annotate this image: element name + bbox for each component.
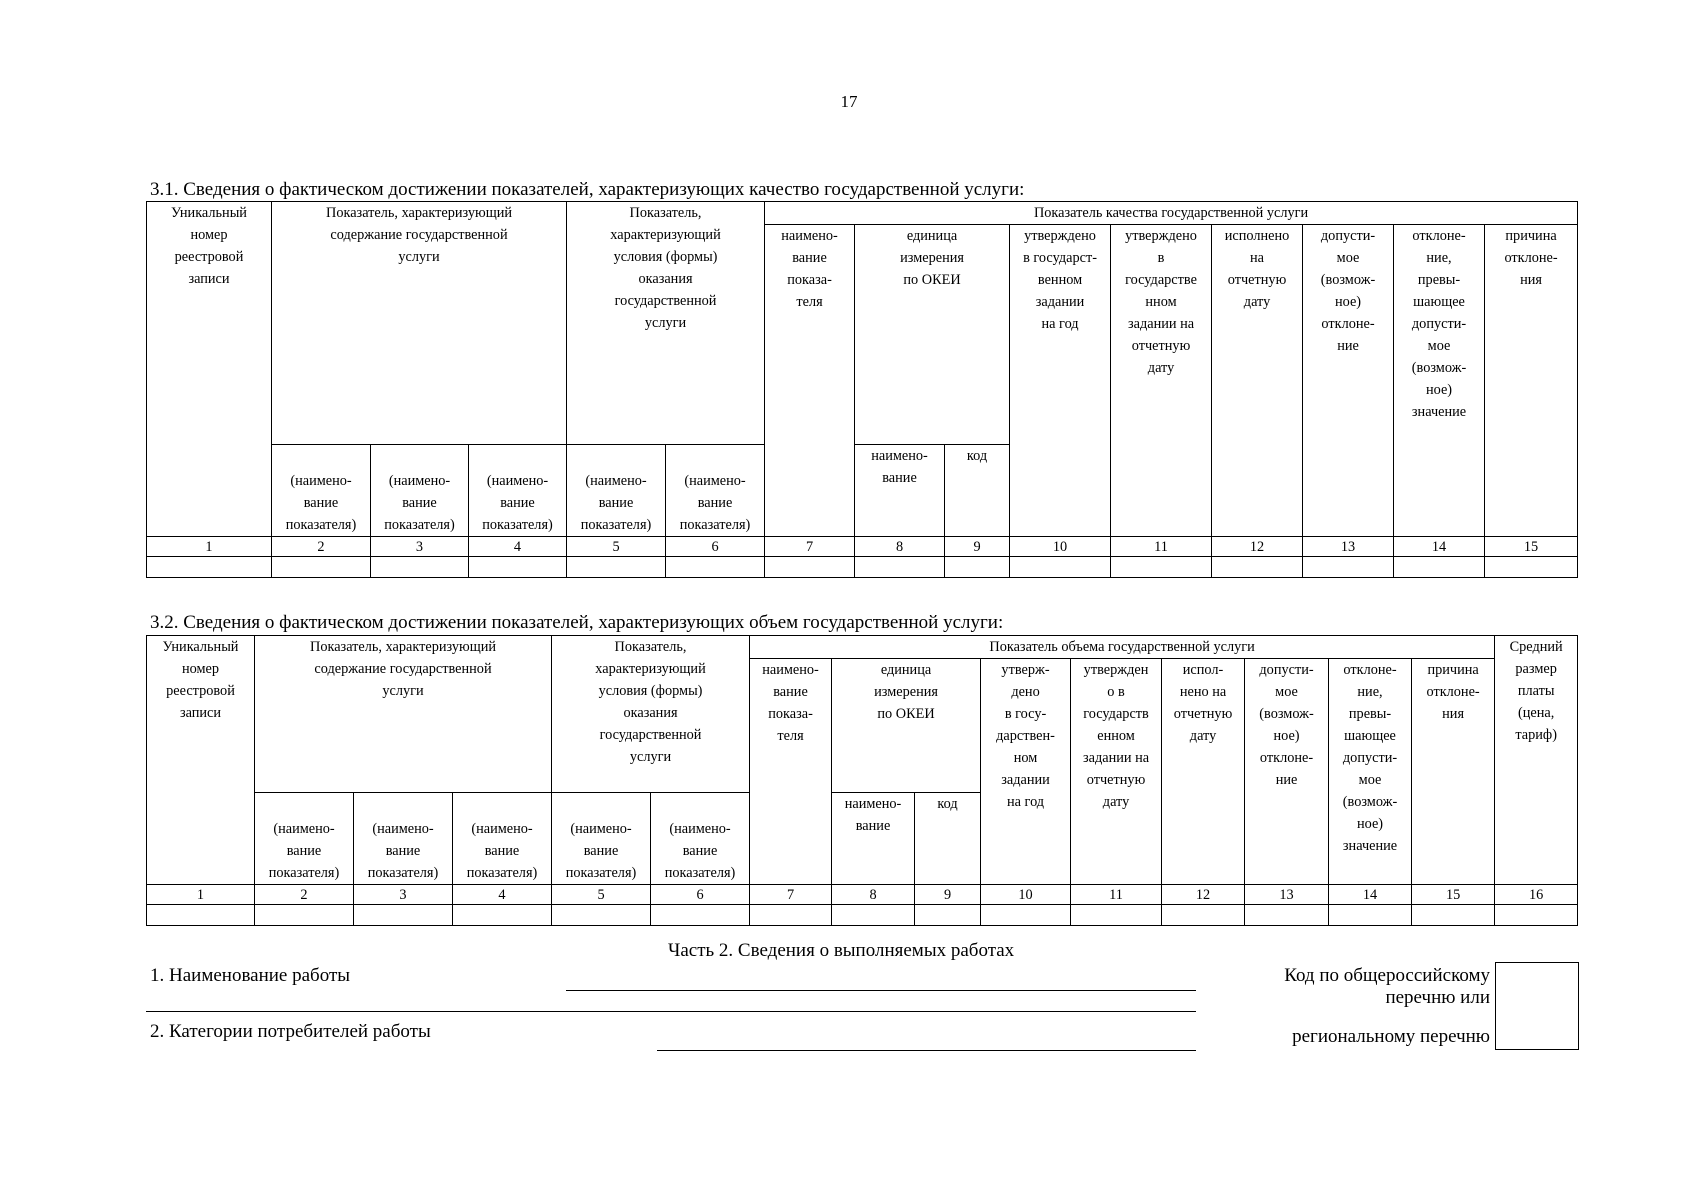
column-number: 12 [1212, 537, 1303, 557]
consumers-label: 2. Категории потребителей работы [150, 1021, 431, 1042]
header-approved-report-date: утвержден о в государств енном задании на отчетную дату [1071, 659, 1162, 885]
column-number: 12 [1162, 885, 1245, 905]
header-allowed-deviation: допусти- мое (возмож- ное) отклоне- ние [1303, 225, 1394, 537]
empty-data-row [147, 557, 1578, 578]
table-cell [1412, 905, 1495, 926]
column-number: 9 [945, 537, 1010, 557]
header-unit-code: код [945, 445, 1010, 537]
table-cell [147, 905, 255, 926]
header-approved-year: утверж- дено в госу- дарствен- ном задании на год [981, 659, 1071, 885]
column-number: 13 [1245, 885, 1329, 905]
column-number: 7 [765, 537, 855, 557]
header-volume-indicator-group: Показатель объема государственной услуги [750, 636, 1495, 659]
table-cell [945, 557, 1010, 578]
table-cell [765, 557, 855, 578]
column-number: 4 [453, 885, 552, 905]
empty-data-row [147, 905, 1578, 926]
work-name-line [566, 990, 1196, 991]
table-cell [1329, 905, 1412, 926]
table-cell [1495, 905, 1578, 926]
header-deviation-reason: причина отклоне- ния [1485, 225, 1578, 537]
subheader-indicator-name: (наимено- вание показателя) [371, 445, 469, 537]
column-number: 3 [371, 537, 469, 557]
column-number: 10 [981, 885, 1071, 905]
header-unique-number: Уникальный номер реестровой записи [147, 202, 272, 537]
table-cell [981, 905, 1071, 926]
subheader-indicator-name: (наимено- вание показателя) [469, 445, 567, 537]
part-2-title: Часть 2. Сведения о выполняемых работах [668, 940, 1015, 961]
column-number: 13 [1303, 537, 1394, 557]
column-number: 11 [1111, 537, 1212, 557]
column-number: 1 [147, 885, 255, 905]
table-cell [832, 905, 915, 926]
consumers-line [657, 1050, 1196, 1051]
table-cell [1212, 557, 1303, 578]
column-number: 2 [255, 885, 354, 905]
header-approved-year: утверждено в государст- венном задании на год [1010, 225, 1111, 537]
table-cell [272, 557, 371, 578]
header-conditions-indicator: Показатель, характеризующий условия (формы) оказания государственной услуги [552, 636, 750, 793]
table-cell [147, 557, 272, 578]
section-3-1-title: 3.1. Сведения о фактическом достижении показателей, характеризующих качество государственной услуги: [150, 179, 1025, 200]
header-unit-okei: единица измерения по ОКЕИ [832, 659, 981, 793]
column-number: 4 [469, 537, 567, 557]
code-label-line-1: Код по общероссийскому [1284, 965, 1490, 986]
header-unit-name: наимено- вание [855, 445, 945, 537]
table-cell [1071, 905, 1162, 926]
table-cell [750, 905, 832, 926]
subheader-indicator-name: (наимено- вание показателя) [567, 445, 666, 537]
column-number: 15 [1412, 885, 1495, 905]
section-3-2-title: 3.2. Сведения о фактическом достижении показателей, характеризующих объем государственной услуги: [150, 612, 1004, 633]
column-number: 14 [1394, 537, 1485, 557]
header-content-indicator: Показатель, характеризующий содержание государственной услуги [272, 202, 567, 445]
table-cell [1010, 557, 1111, 578]
column-numbers-row [147, 885, 1578, 905]
column-number: 11 [1071, 885, 1162, 905]
subheader-indicator-name: (наимено- вание показателя) [453, 793, 552, 885]
table-cell [1394, 557, 1485, 578]
column-number: 10 [1010, 537, 1111, 557]
header-unit-name: наимено- вание [832, 793, 915, 885]
table-cell [1111, 557, 1212, 578]
subheader-indicator-name: (наимено- вание показателя) [552, 793, 651, 885]
work-name-line-2 [146, 1011, 1196, 1012]
header-content-indicator: Показатель, характеризующий содержание государственной услуги [255, 636, 552, 793]
subheader-indicator-name: (наимено- вание показателя) [272, 445, 371, 537]
header-conditions-indicator: Показатель, характеризующий условия (формы) оказания государственной услуги [567, 202, 765, 445]
code-label-line-3: региональному перечню [1292, 1026, 1490, 1047]
column-number: 6 [651, 885, 750, 905]
column-number: 5 [552, 885, 651, 905]
table-cell [1245, 905, 1329, 926]
column-number: 15 [1485, 537, 1578, 557]
header-average-fee: Средний размер платы (цена, тариф) [1495, 636, 1578, 885]
column-number: 8 [855, 537, 945, 557]
header-exceeding-deviation: отклоне- ние, превы- шающее допусти- мое (возмож- ное) значение [1329, 659, 1412, 885]
column-number: 14 [1329, 885, 1412, 905]
column-number: 9 [915, 885, 981, 905]
subheader-indicator-name: (наимено- вание показателя) [354, 793, 453, 885]
subheader-indicator-name: (наимено- вание показателя) [651, 793, 750, 885]
table-cell [354, 905, 453, 926]
column-number: 7 [750, 885, 832, 905]
table-cell [371, 557, 469, 578]
volume-indicators-table [146, 635, 1578, 926]
header-unit-code: код [915, 793, 981, 885]
table-cell [651, 905, 750, 926]
header-deviation-reason: причина отклоне- ния [1412, 659, 1495, 885]
subheader-indicator-name: (наимено- вание показателя) [255, 793, 354, 885]
header-approved-report-date: утверждено в государстве нном задании на отчетную дату [1111, 225, 1212, 537]
header-quality-indicator-group: Показатель качества государственной услуги [765, 202, 1578, 225]
table-cell [255, 905, 354, 926]
table-cell [552, 905, 651, 926]
column-number: 1 [147, 537, 272, 557]
header-executed: испол- нено на отчетную дату [1162, 659, 1245, 885]
header-executed: исполнено на отчетную дату [1212, 225, 1303, 537]
column-numbers-row [147, 537, 1578, 557]
table-cell [1485, 557, 1578, 578]
column-number: 8 [832, 885, 915, 905]
work-name-label: 1. Наименование работы [150, 965, 351, 986]
column-number: 5 [567, 537, 666, 557]
table-cell [855, 557, 945, 578]
table-cell [453, 905, 552, 926]
header-unit-okei: единица измерения по ОКЕИ [855, 225, 1010, 445]
header-indicator-name: наимено- вание показа- теля [750, 659, 832, 885]
table-cell [666, 557, 765, 578]
code-label-line-2: перечню или [1385, 987, 1490, 1008]
quality-indicators-table [146, 201, 1578, 578]
table-cell [1162, 905, 1245, 926]
header-indicator-name: наимено- вание показа- теля [765, 225, 855, 537]
column-number: 3 [354, 885, 453, 905]
column-number: 2 [272, 537, 371, 557]
header-exceeding-deviation: отклоне- ние, превы- шающее допусти- мое (возмож- ное) значение [1394, 225, 1485, 537]
column-number: 6 [666, 537, 765, 557]
table-cell [469, 557, 567, 578]
table-cell [567, 557, 666, 578]
column-number: 16 [1495, 885, 1578, 905]
code-box [1495, 962, 1579, 1050]
header-allowed-deviation: допусти- мое (возмож- ное) отклоне- ние [1245, 659, 1329, 885]
header-unique-number: Уникальный номер реестровой записи [147, 636, 255, 885]
table-cell [1303, 557, 1394, 578]
page-number: 17 [840, 92, 858, 111]
table-cell [915, 905, 981, 926]
subheader-indicator-name: (наимено- вание показателя) [666, 445, 765, 537]
